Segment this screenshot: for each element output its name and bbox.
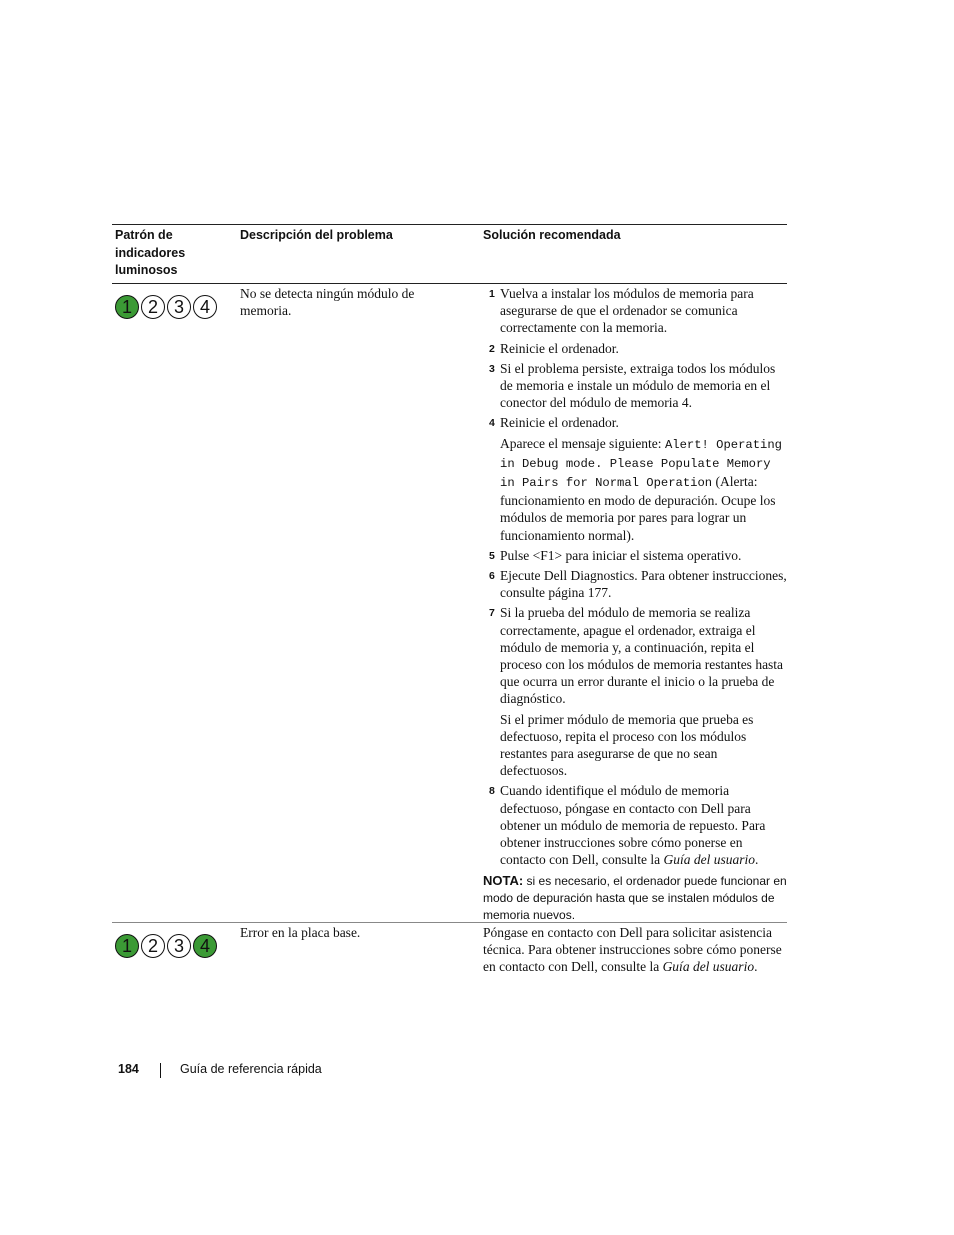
row-divider [112,922,787,923]
footer-title: Guía de referencia rápida [180,1062,322,1076]
step-number: 8 [489,785,495,798]
led-4-icon: 4 [193,295,217,319]
page-number: 184 [118,1062,139,1076]
led-1-icon: 1 [115,295,139,319]
led-2-icon: 2 [141,934,165,958]
step-text: Si la prueba del módulo de memoria se realiza correctamente, apague el ordenador, extraiga el módulo de memoria y, a continuación, repita el proceso con los módulos de memoria restantes hasta que ocurra un error durante el inicio o la prueba de diagnóstico. [500,605,784,707]
message-intro: Aparece el mensaje siguiente: [500,435,665,451]
header-description: Descripción del problema [240,228,393,242]
led-2-icon: 2 [141,295,165,319]
f1-key-code: <F1> [532,547,563,563]
solution-text: Póngase en contacto con Dell para solicitar asistencia técnica. Para obtener instrucciones sobre cómo ponerse en contacto con Dell, consulte la [483,925,782,975]
header-bottom-rule [112,283,787,284]
step-text: Si el problema persiste, extraiga todos los módulos de memoria e instale un módulo de memoria en el conector del módulo de memoria 4. [500,360,776,411]
step-text: Cuando identifique el módulo de memoria defectuoso, póngase en contacto con Dell para obtener un módulo de memoria de repuesto. Para obtener instrucciones sobre cómo ponerse en contacto con Dell, consulte la [500,783,766,868]
step-end: . [754,852,759,868]
step-number: 4 [489,417,495,430]
footer-separator [160,1063,161,1078]
led-4-icon: 4 [193,934,217,958]
led-1-icon: 1 [115,934,139,958]
solution-step [483,414,787,431]
step-text: Reinicie el ordenador. [500,415,619,431]
alert-message-code: Alert! Operating in Debug mode. Please Populate Memory in Pairs for Normal Operation [500,437,782,491]
solution-step [483,567,787,601]
retest-paragraph: Si el primer módulo de memoria que prueba es defectuoso, repita el proceso con los módulos restantes para asegurarse de que no sean defectuosos. [500,711,754,779]
step-number: 3 [489,362,495,375]
solution-row-1 [483,285,787,924]
debug-message-paragraph [483,435,787,544]
led-3-icon: 3 [167,934,191,958]
solution-step [483,547,787,564]
step-number: 2 [489,342,495,355]
step-text: Ejecute Dell Diagnostics. Para obtener instrucciones, consulte página 177. [500,568,787,601]
user-guide-reference: Guía del usuario [663,852,755,868]
alert-translation: (Alerta: funcionamiento en modo de depuración. Ocupe los módulos de memoria por pares para lograr un funcionamiento normal). [500,474,776,543]
problem-description-row-2: Error en la placa base. [240,925,361,940]
step-text: Vuelva a instalar los módulos de memoria para asegurarse de que el ordenador se comunica correctamente con la memoria. [500,286,754,336]
step-number: 6 [489,570,495,583]
solution-step [483,285,787,337]
solution-step [483,782,787,868]
note-block [483,872,787,925]
header-pattern: Patrón de indicadores luminosos [115,228,186,277]
step-number: 1 [489,288,495,300]
led-3-icon: 3 [167,295,191,319]
user-guide-reference: Guía del usuario [662,959,755,975]
solution-step [483,604,787,707]
header-solution: Solución recomendada [483,228,621,242]
step-number: 5 [489,549,495,562]
led-pattern-row-2 [115,934,217,958]
note-label: NOTA: [483,872,524,888]
table-top-rule [112,224,787,225]
step-number: 7 [489,607,495,620]
step-text: Pulse [500,547,533,563]
led-pattern-row-1 [115,295,217,319]
solution-end: . [754,959,758,975]
solution-step [483,340,787,357]
step-text: Reinicie el ordenador. [500,340,619,356]
note-text: si es necesario, el ordenador puede funcionar en modo de depuración hasta que se instalen módulos de memoria nuevos. [483,873,787,922]
solution-row-2 [483,924,787,976]
problem-description-row-1: No se detecta ningún módulo de memoria. [240,286,415,319]
solution-step [483,360,787,412]
step-text: para iniciar el sistema operativo. [562,547,742,563]
